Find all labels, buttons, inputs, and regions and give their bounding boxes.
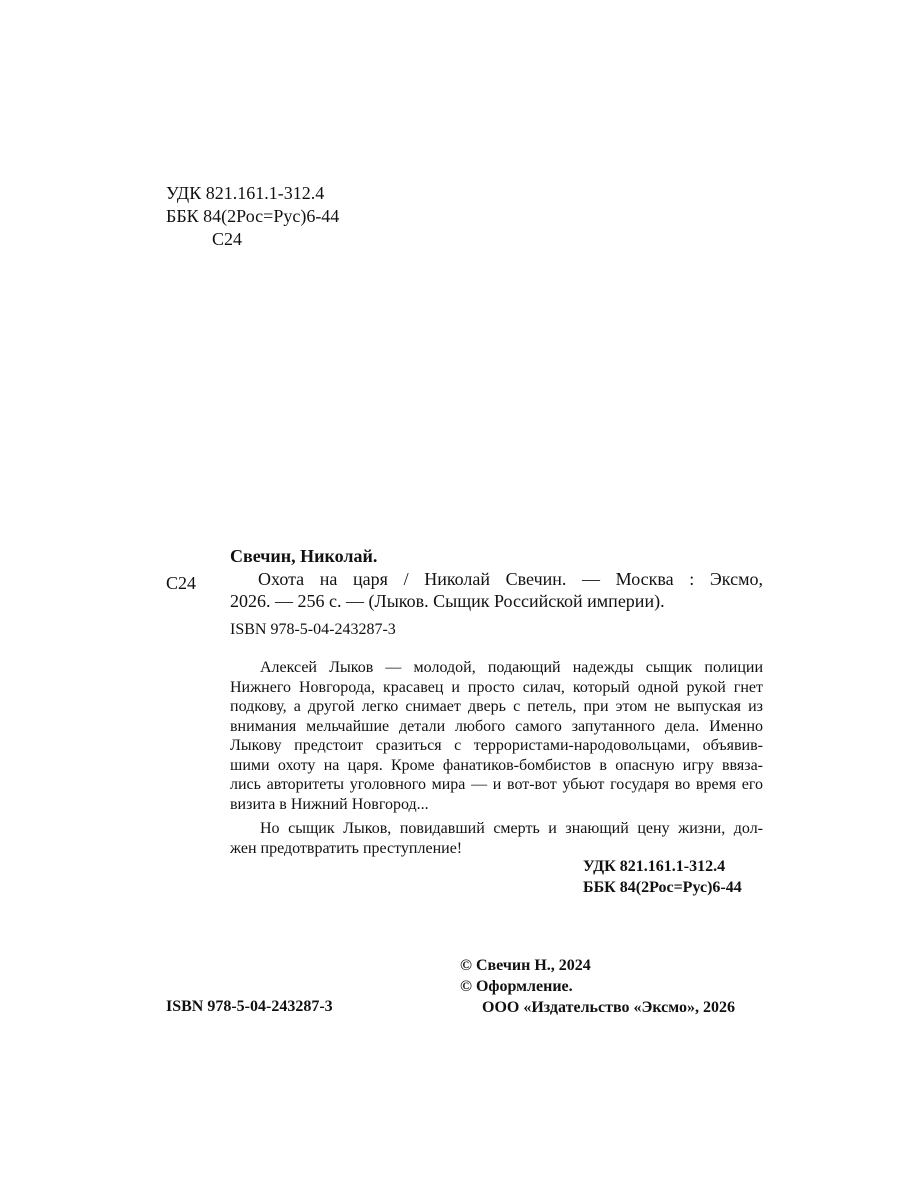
copyright-publisher: ООО «Издательство «Эксмо», 2026 xyxy=(482,999,735,1016)
copyright-block xyxy=(460,955,735,1018)
bbk-code: ББК 84(2Рос=Рус)6-44 xyxy=(166,206,340,226)
bottom-classification-codes xyxy=(583,856,742,898)
annotation-line: шими охоту на царя. Кроме фанатиков-бомбистов в опасную игру ввяза- xyxy=(230,756,763,774)
annotation-line: жен предотвратить преступление! xyxy=(230,839,463,857)
annotation-line: Нижнего Новгорода, красавец и просто силач, который одной рукой гнет xyxy=(230,678,763,696)
annotation-line: Лыкову предстоит сразиться с террористами-народовольцами, объявив- xyxy=(230,737,763,754)
annotation-line: Но сыщик Лыков, повидавший смерть и знающий цену жизни, дол- xyxy=(260,820,763,837)
top-classification-codes xyxy=(166,182,339,251)
udk-code-bold: УДК 821.161.1-312.4 xyxy=(583,858,726,875)
annotation-line: лись авторитеты уголовного мира — и вот-вот убьют государя во время его xyxy=(230,776,763,793)
annotation-line: визита в Нижний Новгород... xyxy=(230,795,429,813)
udk-code: УДК 821.161.1-312.4 xyxy=(166,183,325,203)
biblio-line: 2026. — 256 с. — (Лыков. Сыщик Российской империи). xyxy=(230,591,665,611)
cutter-code: С24 xyxy=(212,229,243,249)
annotation xyxy=(230,658,763,858)
annotation-paragraph xyxy=(230,819,763,858)
catalog-cutter-code: С24 xyxy=(166,573,197,593)
annotation-line: внимания мельчайшие детали любого самого запутанного дела. Именно xyxy=(230,717,763,735)
bibliographic-description xyxy=(230,568,763,612)
copyright-author: © Свечин Н., 2024 xyxy=(460,957,591,974)
catalog-isbn: ISBN 978-5-04-243287-3 xyxy=(230,621,396,638)
isbn-bottom: ISBN 978-5-04-243287-3 xyxy=(166,998,333,1015)
bbk-code-bold: ББК 84(2Рос=Рус)6-44 xyxy=(583,879,742,896)
annotation-line: подкову, а другой легко снимает дверь с петель, при этом не выпуская из xyxy=(230,698,763,715)
copyright-design: © Оформление. xyxy=(460,978,573,995)
biblio-line: Охота на царя / Николай Свечин. — Москва : Эксмо, xyxy=(258,569,763,589)
catalog-author: Свечин, Николай. xyxy=(230,546,378,566)
annotation-line: Алексей Лыков — молодой, подающий надежды сыщик полиции xyxy=(260,659,763,676)
annotation-paragraph xyxy=(230,658,763,814)
